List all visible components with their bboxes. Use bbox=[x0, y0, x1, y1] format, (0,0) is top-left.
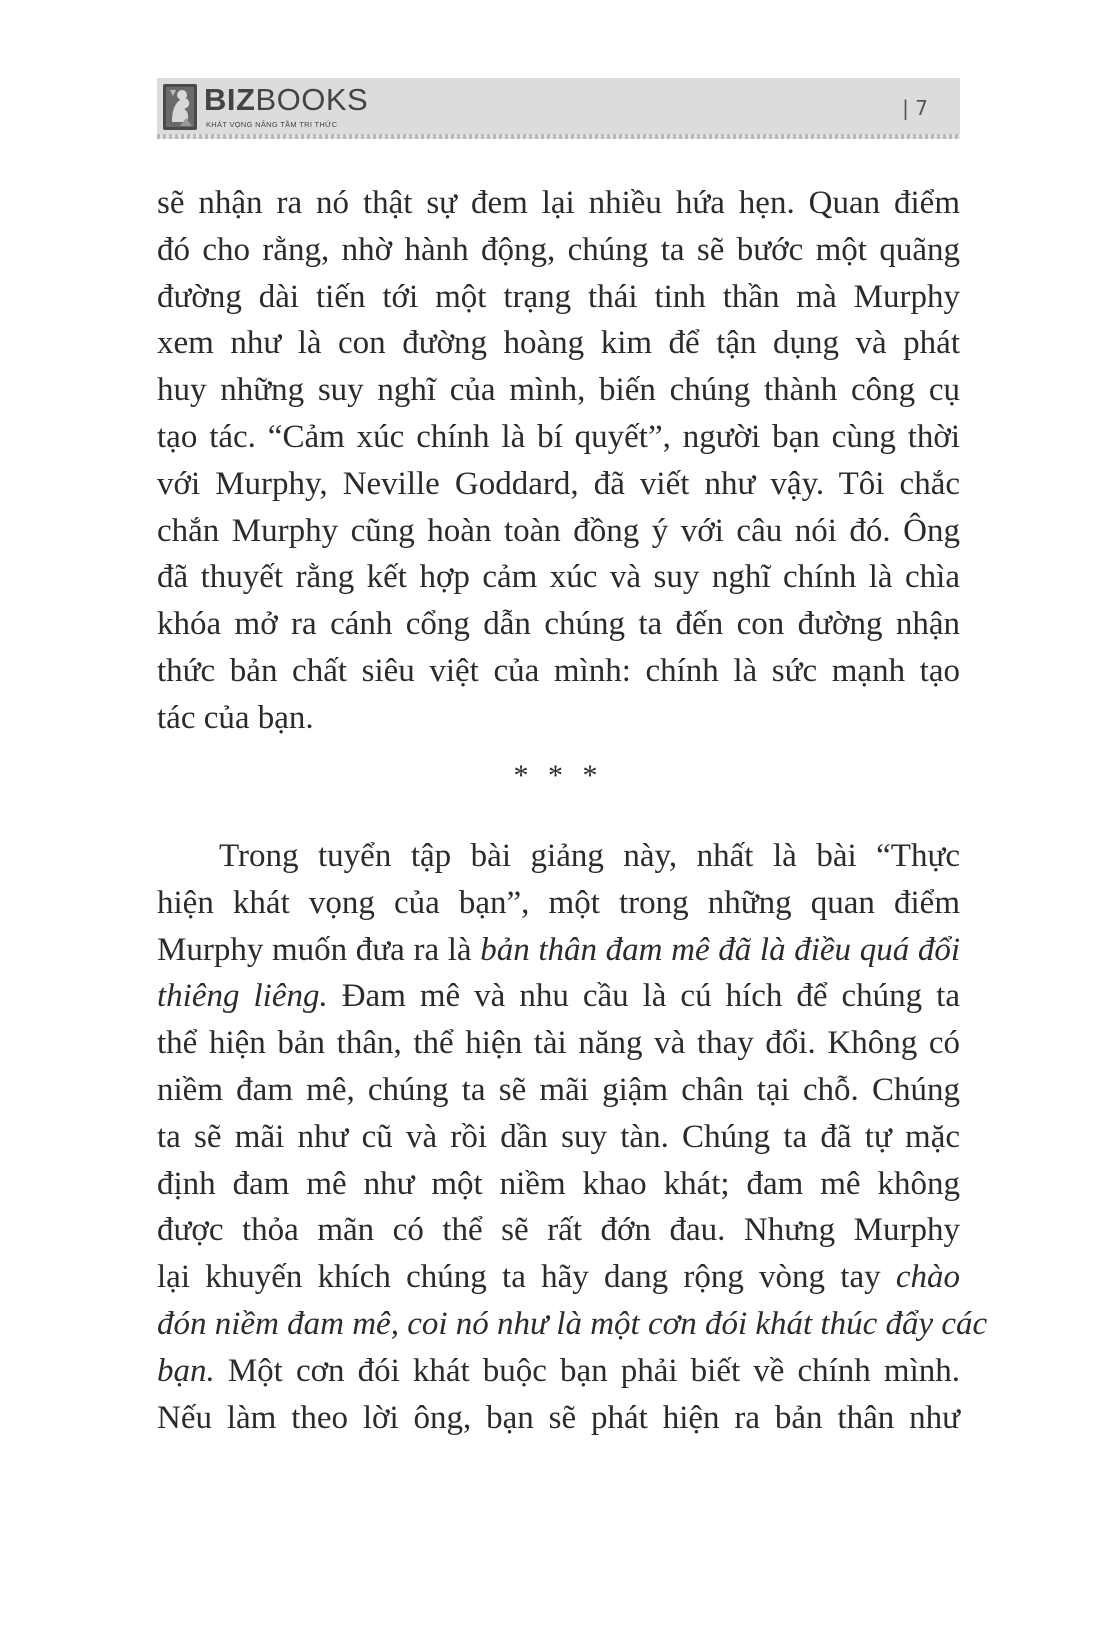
italic-segment: thiêng liêng. bbox=[157, 978, 328, 1015]
paragraph-2 bbox=[157, 833, 988, 1441]
text-line: thức bản chất siêu việt của mình: chính là sức mạnh tạo bbox=[157, 652, 960, 689]
text-line: với Murphy, Neville Goddard, đã viết như vậy. Tôi chắc bbox=[157, 465, 960, 502]
text-segment: Murphy muốn đưa ra là bbox=[157, 931, 481, 968]
italic-segment: bạn. bbox=[157, 1352, 215, 1389]
bizbooks-logo-icon bbox=[162, 82, 198, 132]
italic-segment: đón niềm đam mê, coi nó như là một cơn đói khát thúc đẩy các bbox=[157, 1305, 988, 1342]
text-line: Nếu làm theo lời ông, bạn sẽ phát hiện ra bản thân như bbox=[157, 1399, 960, 1436]
brand-name-regular: BOOKS bbox=[255, 82, 369, 117]
text-line: sẽ nhận ra nó thật sự đem lại nhiều hứa hẹn. Quan điểm bbox=[157, 185, 960, 221]
text-line bbox=[157, 973, 960, 1020]
text-line: đường dài tiến tới một trạng thái tinh thần mà Murphy bbox=[157, 278, 960, 315]
text-segment: Đam mê và nhu cầu là cú hích để chúng ta bbox=[327, 978, 960, 1015]
text-segment: Một cơn đói khát buộc bạn phải biết về chính mình. bbox=[214, 1352, 960, 1389]
text-line bbox=[157, 1301, 988, 1348]
text-line: định đam mê như một niềm khao khát; đam mê không bbox=[157, 1165, 960, 1202]
brand-name bbox=[204, 83, 368, 117]
text-line: được thỏa mãn có thể sẽ rất đớn đau. Nhưng Murphy bbox=[157, 1212, 960, 1249]
text-line: đó cho rằng, nhờ hành động, chúng ta sẽ bước một quãng bbox=[157, 231, 960, 268]
paragraph-1 bbox=[157, 180, 960, 742]
italic-segment: bản thân đam mê đã là điều quá đổi bbox=[480, 931, 961, 968]
text-line: ta sẽ mãi như cũ và rồi dần suy tàn. Chúng ta đã tự mặc bbox=[157, 1118, 960, 1155]
header-divider bbox=[157, 134, 960, 139]
brand-name-bold: BIZ bbox=[204, 82, 256, 117]
text-line: hiện khát vọng của bạn”, một trong những quan điểm bbox=[157, 884, 960, 921]
text-line: đã thuyết rằng kết hợp cảm xúc và suy nghĩ chính là chìa bbox=[157, 559, 960, 596]
text-line bbox=[157, 1348, 960, 1395]
text-line bbox=[157, 927, 960, 974]
page-number: | 7 bbox=[902, 96, 928, 120]
text-line: niềm đam mê, chúng ta sẽ mãi giậm chân tại chỗ. Chúng bbox=[157, 1071, 960, 1108]
text-line: chắn Murphy cũng hoàn toàn đồng ý với câu nói đó. Ông bbox=[157, 512, 960, 549]
text-line: khóa mở ra cánh cổng dẫn chúng ta đến con đường nhận bbox=[157, 606, 960, 643]
brand-tagline: KHÁT VỌNG NÂNG TẦM TRI THỨC bbox=[206, 120, 338, 129]
text-line: huy những suy nghĩ của mình, biến chúng thành công cụ bbox=[157, 372, 960, 409]
section-separator: * * * bbox=[513, 759, 604, 792]
text-line: tạo tác. “Cảm xúc chính là bí quyết”, người bạn cùng thời bbox=[157, 418, 960, 455]
text-line: tác của bạn. bbox=[157, 699, 314, 736]
text-line: thể hiện bản thân, thể hiện tài năng và thay đổi. Không có bbox=[157, 1025, 960, 1062]
text-line: Trong tuyển tập bài giảng này, nhất là bài “Thực bbox=[219, 838, 960, 874]
text-segment: lại khuyến khích chúng ta hãy dang rộng vòng tay bbox=[157, 1259, 896, 1296]
text-line: xem như là con đường hoàng kim để tận dụng và phát bbox=[157, 325, 960, 362]
italic-segment: chào bbox=[895, 1259, 960, 1296]
text-line bbox=[157, 1254, 960, 1301]
